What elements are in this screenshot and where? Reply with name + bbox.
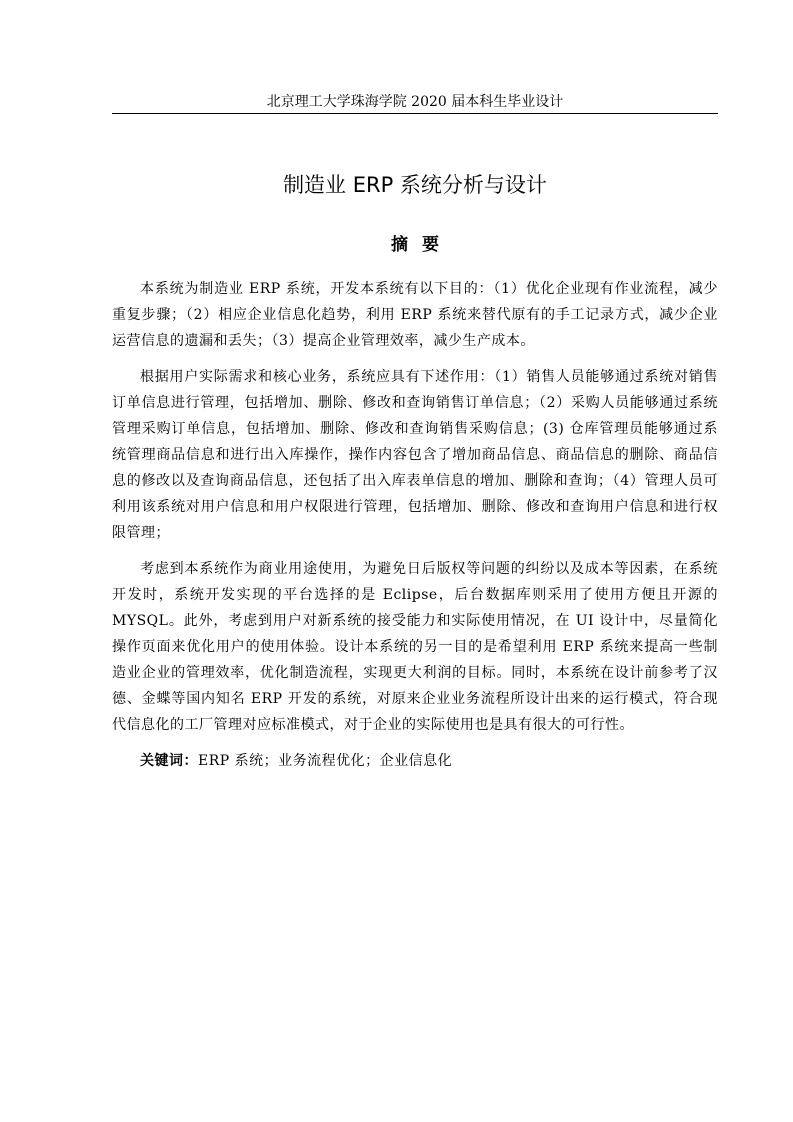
abstract-paragraph-1: 本系统为制造业 ERP 系统，开发本系统有以下目的：（1）优化企业现有作业流程，减少重复步骤；（2）相应企业信息化趋势，利用 ERP 系统来替代原有的手工记录方式，减少企业运营信息的遗漏和丢失；（3）提高企业管理效率，减少生产成本。: [112, 281, 718, 349]
page-header: 北京理工大学珠海学院 2020 届本科生毕业设计: [266, 94, 564, 110]
keywords-line: [112, 748, 718, 774]
header-divider: [112, 113, 718, 114]
abstract-body: [112, 276, 718, 784]
abstract-paragraph-2: 根据用户实际需求和核心业务，系统应具有下述作用：（1）销售人员能够通过系统对销售订单信息进行管理，包括增加、删除、修改和查询销售订单信息；（2）采购人员能够通过系统管理采购订单信息，包括增加、删除、修改和查询销售采购信息；(3) 仓库管理员能够通过系统管理商品信息和进行出入库操作，操作内容包含了增加商品信息、商品信息的删除、商品信息的修改以及查询商品信息，还包括了出入库表单信息的增加、删除和查询；（4）管理人员可利用该系统对用户信息和用户权限进行管理，包括增加、删除、修改和查询用户信息和进行权限管理；: [112, 369, 718, 541]
document-title: 制造业 ERP 系统分析与设计: [283, 173, 547, 197]
keywords-value: ERP 系统；业务流程优化；企业信息化: [198, 753, 453, 769]
keywords-label: 关键词：: [140, 753, 198, 769]
abstract-heading: 摘要: [391, 235, 453, 255]
abstract-paragraph-3: 考虑到本系统作为商业用途使用，为避免日后版权等问题的纠纷以及成本等因素，在系统开发时，系统开发实现的平台选择的是 Eclipse，后台数据库则采用了使用方便且开源的 MYSQL。此外，考虑到用户对新系统的接受能力和实际使用情况，在 UI 设计中，尽量简化操作页面来优化用户的使用体验。设计本系统的另一目的是希望利用 ERP 系统来提高一些制造业企业的管理效率，优化制造流程，实现更大利润的目标。同时，本系统在设计前参考了汉德、金蝶等国内知名 ERP 开发的系统，对原来企业业务流程所设计出来的运行模式，符合现代信息化的工厂管理对应标准模式，对于企业的实际使用也是具有很大的可行性。: [112, 561, 718, 733]
